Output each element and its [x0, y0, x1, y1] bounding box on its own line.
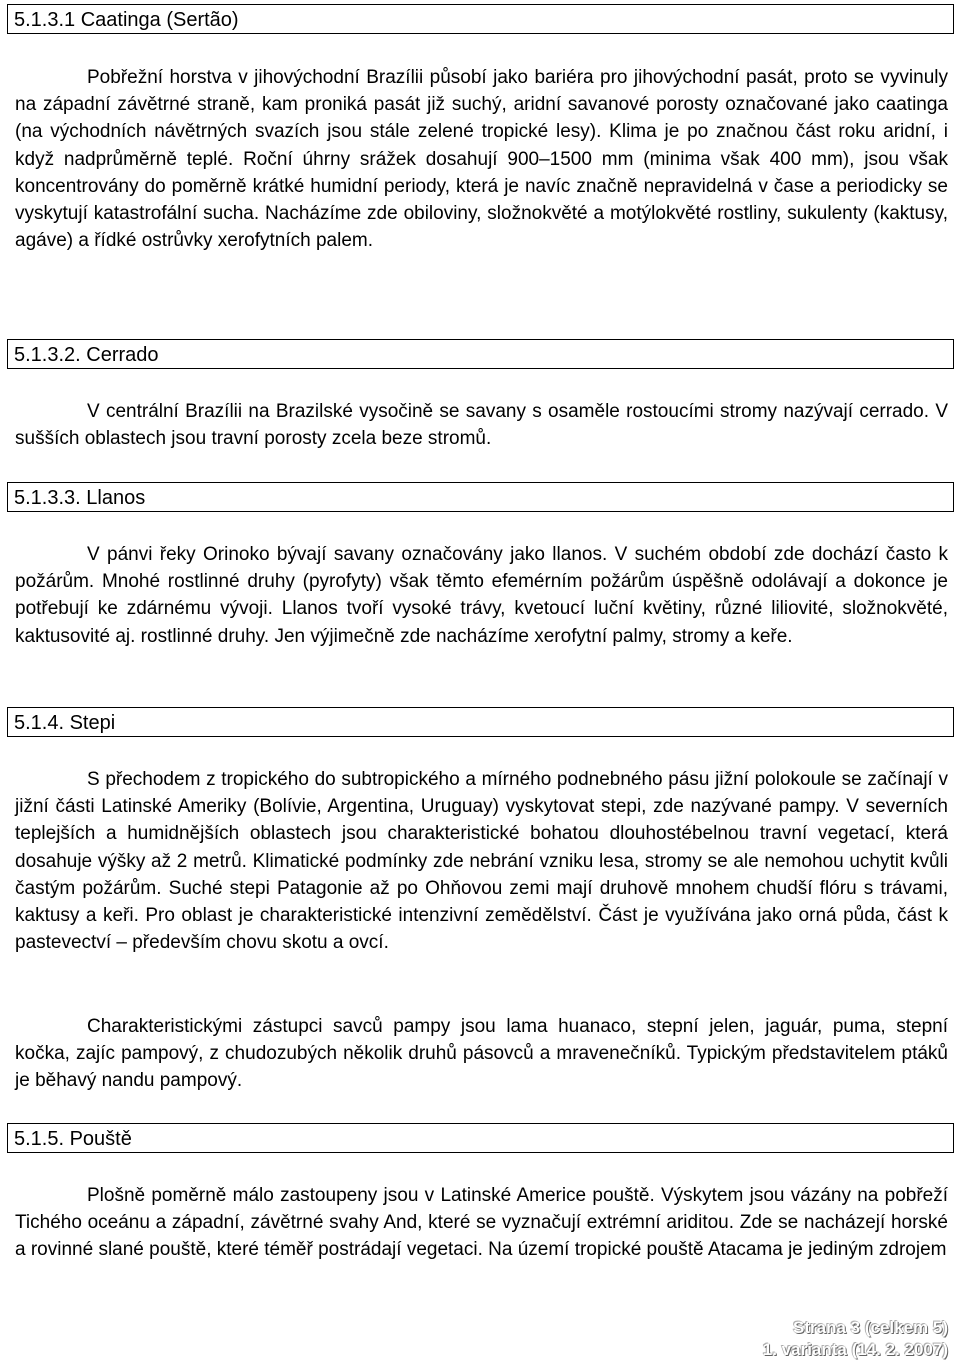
section-heading-cerrado: 5.1.3.2. Cerrado [7, 339, 954, 369]
paragraph-llanos: V pánvi řeky Orinoko bývají savany označovány jako llanos. V suchém období zde dochází často k požárům. Mnohé rostlinné druhy (pyrofyty) však těmto efemérním požárům úspěšně odolávají a dokonce je potřebují ke zdárnému vývoji. Llanos tvoří vysoké trávy, kvetoucí luční květiny, různé liliovité, složnokvěté, kaktusovité aj. rostlinné druhy. Jen výjimečně zde nacházíme xerofytní palmy, stromy a keře. [15, 544, 948, 647]
section-heading-pouste: 5.1.5. Pouště [7, 1123, 954, 1153]
footer-version: 1. varianta (14. 2. 2007) [762, 1340, 948, 1359]
paragraph-caatinga: Pobřežní horstva v jihovýchodní Brazílii působí jako bariéra pro jihovýchodní pasát, proto se vyvinuly na západní závětrné straně, kam proniká pasát již suchý, aridní savanové porosty označované jako caatinga (na východních návětrných svazích jsou stále zelené tropické lesy). Klima je po značnou část roku aridní, i když nadprůměrně teplé. Roční úhrny srážek dosahují 900–1500 mm (minima však 400 mm), jsou však koncentrovány do poměrně krátké humidní periody, která je navíc značně nepravidelná v čase a periodicky se vyskytují katastrofální sucha. Nacházíme zde obiloviny, složnokvěté a motýlokvěté rostliny, sukulenty (kaktusy, agáve) a řídké ostrůvky xerofytních palem. [15, 67, 948, 252]
footer-page-number: Strana 3 (celkem 5) [793, 1318, 948, 1337]
paragraph-stepi-2: Charakteristickými zástupci savců pampy jsou lama huanaco, stepní jelen, jaguár, puma, stepní kočka, zajíc pampový, z chudozubých několik druhů pásovců a mravenečníků. Typickým představitelem ptáků je běhavý nandu pampový. [15, 1016, 948, 1092]
section-heading-stepi: 5.1.4. Stepi [7, 707, 954, 737]
section-heading-caatinga: 5.1.3.1 Caatinga (Sertão) [7, 4, 954, 34]
section-heading-llanos: 5.1.3.3. Llanos [7, 482, 954, 512]
paragraph-cerrado: V centrální Brazílii na Brazilské vysočině se savany s osaměle rostoucími stromy nazývají cerrado. V sušších oblastech jsou travní porosty zcela beze stromů. [15, 401, 948, 450]
paragraph-stepi-1: S přechodem z tropického do subtropického a mírného podnebného pásu jižní polokoule se začínají v jižní části Latinské Ameriky (Bolívie, Argentina, Uruguay) vyskytovat stepi, zde nazývané pampy. V severních teplejších a humidnějších oblastech jsou charakteristické bohatou dlouhostébelnou travní vegetací, která dosahuje výšky až 2 metrů. Klimatické podmínky zde nebrání vzniku lesa, stromy se ale nemohou uchytit kvůli častým požárům. Suché stepi Patagonie až po Ohňovou zemi mají druhově mnohem chudší flóru s trávami, kaktusy a keři. Pro oblast je charakteristické intenzivní zemědělství. Část je využívána jako orná půda, část k pastevectví – především chovu skotu a ovcí. [15, 769, 948, 954]
paragraph-pouste: Plošně poměrně málo zastoupeny jsou v Latinské Americe pouště. Výskytem jsou vázány na pobřeží Tichého oceánu a západní, závětrné svahy And, které se vyznačují extrémní ariditou. Zde se nacházejí horské a rovinné slané pouště, které téměř postrádají vegetaci. Na území tropické pouště Atacama je jediným zdrojem [15, 1185, 948, 1261]
